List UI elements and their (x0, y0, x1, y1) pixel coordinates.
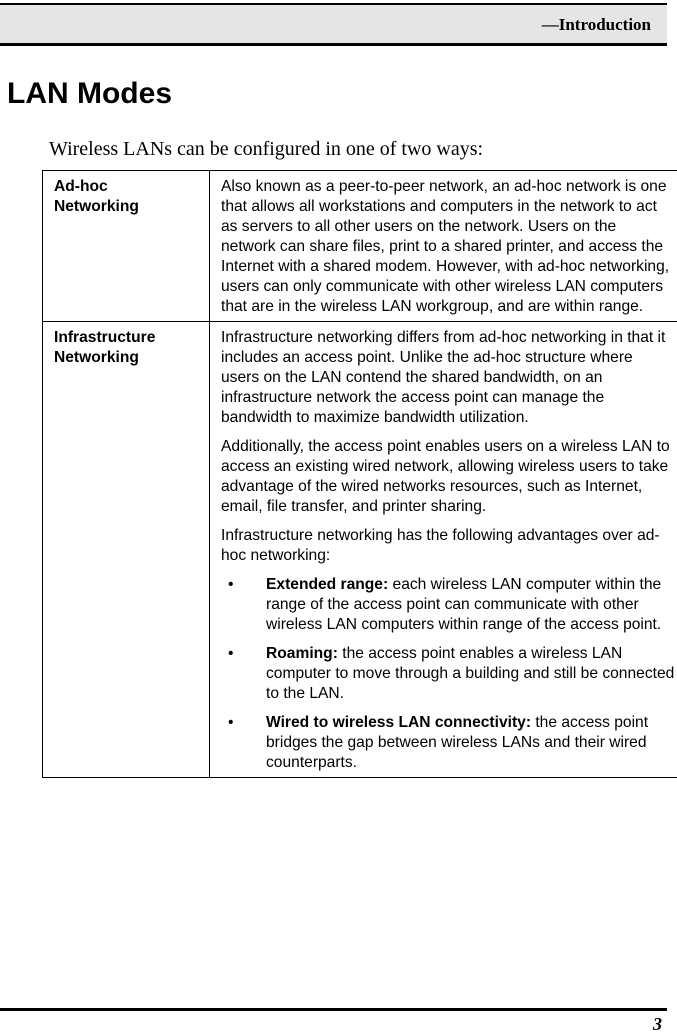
intro-paragraph: Wireless LANs can be configured in one of two ways: (49, 136, 483, 162)
advantage-term: Wired to wireless LAN connectivity: (266, 714, 531, 731)
section-label: —Introduction (542, 15, 651, 35)
term-cell-infrastructure (43, 322, 210, 778)
term-line-1: Infrastructure (54, 329, 155, 346)
infrastructure-paragraph: Infrastructure networking differs from ad-hoc networking in that it includes an access point. Unlike the ad-hoc structure where users on the LAN contend the shared bandwidth, on an infrastructure network the access point can manage the bandwidth to maximize bandwidth utilization. (221, 328, 675, 428)
list-item (221, 644, 675, 704)
advantages-list (221, 575, 675, 773)
page-number: 3 (653, 1014, 662, 1035)
table-row-adhoc (43, 171, 677, 322)
term-line-2: Networking (54, 198, 139, 215)
bullet-icon: • (228, 713, 233, 733)
running-header (0, 3, 667, 46)
lan-modes-table (42, 170, 677, 778)
list-item (221, 575, 675, 635)
bullet-icon: • (228, 644, 233, 664)
term-line-2: Networking (54, 349, 139, 366)
advantage-term: Extended range: (266, 576, 388, 593)
adhoc-description: Also known as a peer-to-peer network, an ad-hoc network is one that allows all workstations and computers in the network to act as servers to all other users on the network. Users on the network can share files, print to a shared printer, and access the Internet with a shared modem. However, with ad-hoc networking, users can only communicate with other wireless LAN computers that are in the wireless LAN workgroup, and are within range. (221, 177, 675, 317)
advantage-text: each wireless LAN computer within the range of the access point can communicate with other wireless LAN computers within range of the access point. (266, 576, 661, 633)
description-cell-infrastructure (210, 322, 677, 778)
infrastructure-paragraph: Additionally, the access point enables users on a wireless LAN to access an existing wired network, allowing wireless users to take advantage of the wired networks resources, such as Internet, email, file transfer, and printer sharing. (221, 437, 675, 517)
infrastructure-paragraph: Infrastructure networking has the following advantages over ad-hoc networking: (221, 526, 675, 566)
advantage-text: the access point bridges the gap between wireless LANs and their wired counterparts. (266, 714, 648, 771)
advantage-term: Roaming: (266, 645, 338, 662)
page-title: LAN Modes (7, 74, 172, 114)
table-row-infrastructure (43, 322, 677, 778)
term-cell-adhoc (43, 171, 210, 322)
list-item (221, 713, 675, 773)
term-line-1: Ad-hoc (54, 178, 108, 195)
advantage-text: the access point enables a wireless LAN computer to move through a building and still be connected to the LAN. (266, 645, 674, 702)
footer-rule (0, 1008, 667, 1011)
bullet-icon: • (228, 575, 233, 595)
description-cell-adhoc (210, 171, 677, 322)
